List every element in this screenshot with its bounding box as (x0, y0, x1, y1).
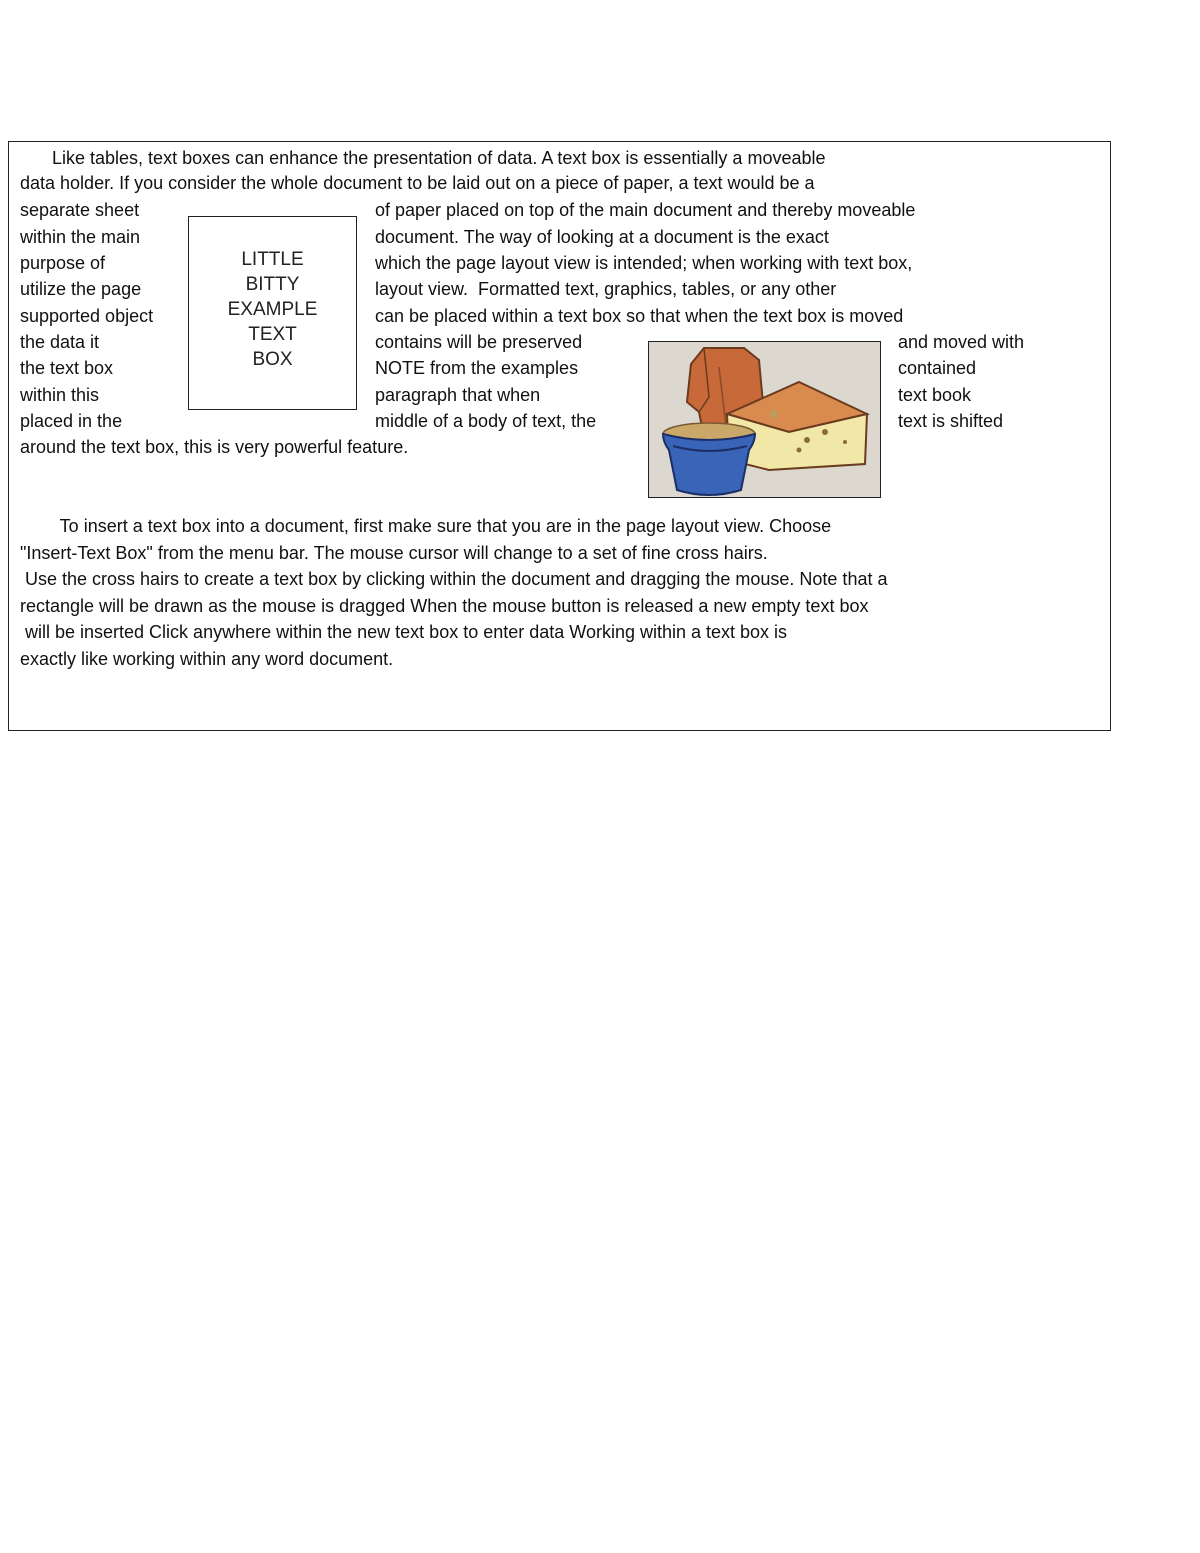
left-column-line: within this (20, 385, 100, 405)
left-column-line: utilize the page (20, 279, 142, 299)
right-column-line: text is shifted (898, 411, 1004, 431)
paragraph2-line-3: Use the cross hairs to create a text box by clicking within the document and dragging the mouse. Note that a (20, 569, 888, 589)
paragraph1-line-1: Like tables, text boxes can enhance the presentation of data. A text box is essentially a moveable (52, 148, 826, 168)
left-column-line: within the main (20, 227, 141, 247)
example-text-box[interactable] (188, 216, 357, 410)
left-column-line: the data it (20, 332, 100, 352)
paragraph2-line-2: "Insert-Text Box" from the menu bar. The mouse cursor will change to a set of fine cross hairs. (20, 543, 768, 563)
left-column-line: separate sheet (20, 200, 140, 220)
cheese-bread-pot-clipart-icon (649, 342, 881, 498)
middle-column-line: paragraph that when (375, 385, 541, 405)
paragraph2-line-6: exactly like working within any word document. (20, 649, 394, 669)
paragraph2-line-1: To insert a text box into a document, first make sure that you are in the page layout view. Choose (20, 516, 832, 536)
middle-column-line: can be placed within a text box so that when the text box is moved (375, 306, 904, 326)
left-column-line: the text box (20, 358, 114, 378)
paragraph2-line-4: rectangle will be drawn as the mouse is dragged When the mouse button is released a new empty text box (20, 596, 869, 616)
paragraph2-line-5: will be inserted Click anywhere within the new text box to enter data Working within a text box is (20, 622, 788, 642)
middle-column-line: layout view. Formatted text, graphics, tables, or any other (375, 279, 837, 299)
middle-column-line: middle of a body of text, the (375, 411, 597, 431)
left-column-line: purpose of (20, 253, 106, 273)
middle-column-line: document. The way of looking at a document is the exact (375, 227, 829, 247)
right-column-line: contained (898, 358, 977, 378)
clipart-picture-frame[interactable] (648, 341, 881, 498)
left-column-line: placed in the (20, 411, 123, 431)
example-text-box-label: LITTLE BITTY EXAMPLE TEXT BOX (227, 249, 318, 370)
right-column-line: and moved with (898, 332, 1025, 352)
paragraph1-last-line: around the text box, this is very powerful feature. (20, 437, 409, 457)
middle-column-line: contains will be preserved (375, 332, 583, 352)
paragraph1-line-2: data holder. If you consider the whole document to be laid out on a piece of paper, a text would be a (20, 173, 815, 193)
left-column-line: supported object (20, 306, 154, 326)
middle-column-line: which the page layout view is intended; when working with text box, (375, 253, 913, 273)
middle-column-line: NOTE from the examples (375, 358, 579, 378)
middle-column-line: of paper placed on top of the main document and thereby moveable (375, 200, 916, 220)
right-column-line: text book (898, 385, 972, 405)
